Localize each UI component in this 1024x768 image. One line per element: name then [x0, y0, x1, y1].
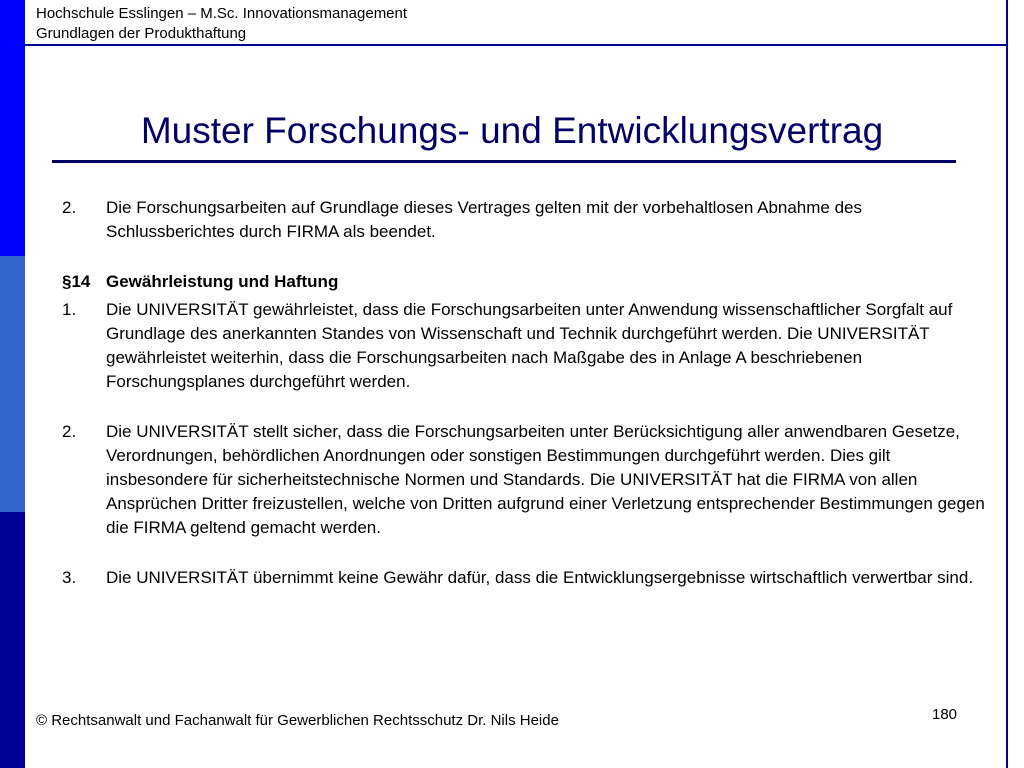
clause-text: Die Forschungsarbeiten auf Grundlage dieses Vertrages gelten mit der vorbehaltlosen Abnahme des Schlussberichtes durch FIRMA als beendet.	[106, 198, 863, 241]
footer-copyright: © Rechtsanwalt und Fachanwalt für Gewerblichen Rechtsschutz Dr. Nils Heide	[36, 712, 559, 729]
clause-item	[62, 298, 992, 394]
clause-number: 2.	[62, 422, 77, 441]
clause-item	[62, 566, 992, 590]
header-line-course: Grundlagen der Produkthaftung	[36, 25, 247, 42]
left-bar-segment-bottom	[0, 512, 25, 768]
slide-header	[36, 4, 407, 44]
header-divider	[25, 44, 1008, 46]
clause-text: Die UNIVERSITÄT stellt sicher, dass die Forschungsarbeiten unter Berücksichtigung aller anwendbaren Gesetze, Verordnungen, behördlichen Anordnungen oder sonstigen Bestimmungen durchgeführt werden. Dies gilt insbesondere für sicherheitstechnische Normen und Standards. Die UNIVERSITÄT hat die FIRMA von allen Ansprüchen Dritter freizustellen, welche von Dritten aufgrund einer Verletzung entsprechender Bestimmungen gegen die FIRMA geltend gemacht werden.	[106, 422, 985, 537]
clause-number: 2.	[62, 198, 77, 217]
title-underline	[52, 160, 956, 163]
page-number: 180	[932, 706, 958, 723]
clause-item	[62, 196, 992, 244]
right-border-line	[1006, 0, 1008, 768]
clause-number: 3.	[62, 568, 77, 587]
clause-text: Die UNIVERSITÄT gewährleistet, dass die Forschungsarbeiten unter Anwendung wissenschaftlicher Sorgfalt auf Grundlage des anerkannten Standes von Wissenschaft und Technik durchgeführt werden. Die UNIVERSITÄT gewährleistet weiterhin, dass die Forschungsarbeiten nach Maßgabe des in Anlage A beschriebenen Forschungsplanes durchgeführt werden.	[106, 300, 953, 391]
clause-number: 1.	[62, 300, 77, 319]
left-color-bar	[0, 0, 25, 768]
section-title: Gewährleistung und Haftung	[106, 272, 339, 291]
section-number: §14	[62, 272, 91, 291]
left-bar-segment-middle	[0, 256, 25, 512]
section-heading	[62, 270, 992, 294]
clause-text: Die UNIVERSITÄT übernimmt keine Gewähr dafür, dass die Entwicklungsergebnisse wirtschaftlich verwertbar sind.	[106, 568, 974, 587]
left-bar-segment-top	[0, 0, 25, 256]
clause-item	[62, 420, 992, 540]
header-line-institution: Hochschule Esslingen – M.Sc. Innovationsmanagement	[36, 5, 408, 22]
slide-body	[62, 196, 992, 604]
slide-title: Muster Forschungs- und Entwicklungsvertrag	[140, 110, 884, 151]
